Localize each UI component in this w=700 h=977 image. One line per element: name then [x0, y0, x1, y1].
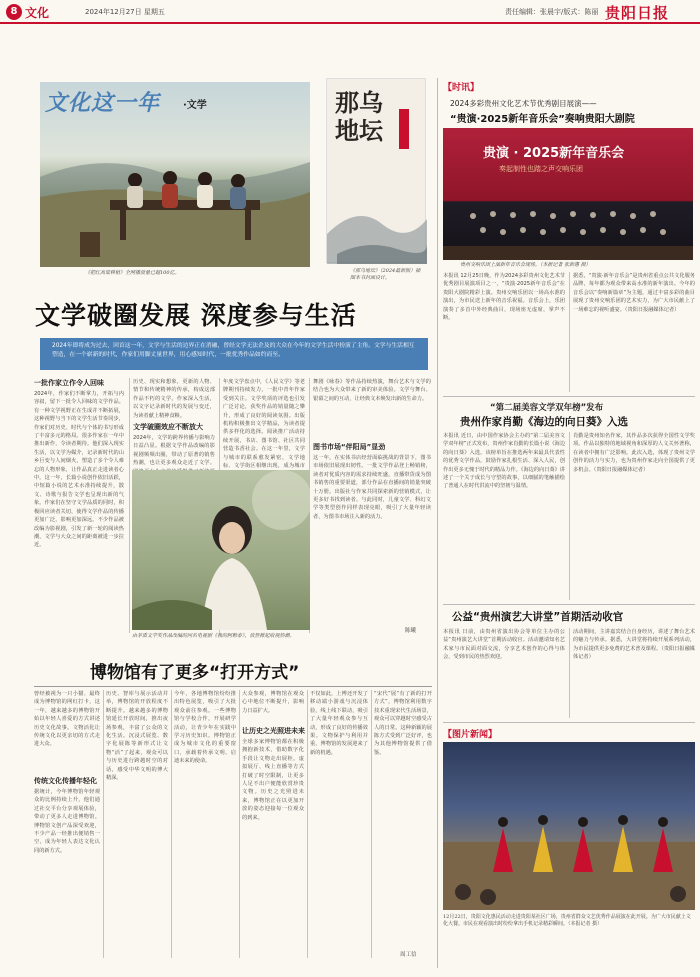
news2-body-2: 肖勤是贵州知名作家，其作品多次获得全国性文学奖项。作品以独特的地域视角和深厚的人文关怀著称，在读者中拥有广泛影响。此次入选，体现了贵州文学创作的活力与实力，也为贵州作家走向全国提供了更多机会。（贵阳日报融媒体记者） [573, 433, 695, 473]
book-title: 那乌地坛 [335, 88, 383, 145]
section-title: 文化 [25, 6, 50, 20]
issue-date: 2024年12月27日 星期五 [85, 8, 165, 16]
concert-photo [443, 128, 693, 260]
museum-headline: 博物馆有了更多“打开方式” [90, 663, 300, 683]
museum-col-3: 今年，各地博物馆纷纷推出特色展览，吸引了大批观众前往参观。一些博物馆与学校合作，开展研学活动，让青少年在实践中学习历史知识。博物馆正成为城市文化的重要窗口，承载着传承文明、启迪未来的使命。 [174, 691, 236, 765]
museum-col-4: 大众参观，博物馆在观众心中地位不断提升，影响力日益扩大。 [242, 691, 304, 714]
drama-photo-caption: 由茅盾文学奖作品改编的同名电视剧《我的阿勒泰》，依然掀起收视热潮。 [132, 633, 295, 639]
news1-body-1: 本报讯 12月25日晚，作为2024多彩贵州文化艺术节优秀剧目展演项目之一，“贵演·2025新年音乐会”在贵阳大剧院精彩上演。贵州交响乐团以一场高水准的演出，为市民送上新年的音乐祝福。音乐会上，乐团演奏了多首中外经典曲目，现场座无虚席，掌声不断。 [443, 273, 565, 322]
news2-body-1: 本报讯 近日，由中国作家协会主办的“第二届美容文学双年榜”正式发布，贵州作家肖勤的长篇小说《海边的向日葵》入选。该榜单旨在推选两年来最具代表性的优秀文学作品，鼓励作家扎根生活、深入人民，创作出更多无愧于时代的精品力作。《海边的向日葵》讲述了一个关于成长与守望的故事，以细腻的笔触描绘了普通人在时代洪流中的坚韧与温情。 [443, 433, 565, 490]
banner-caption-left: 《把红高粱移植》全网播放量已超100亿。 [85, 270, 180, 276]
body-col-2b: 2024年，文学的跨界传播与影响力日益凸显。根据文学作品改编的影视剧频频出圈，带动了原著的销售热潮，也让更多观众走近了文学。 [133, 435, 215, 467]
masthead-logo: 贵阳日报 [605, 4, 670, 22]
orchestra-art [443, 128, 693, 260]
news1-headline: “贵演·2025新年音乐会”奏响贵阳大剧院 [450, 114, 635, 125]
museum-author: 周工信 [400, 952, 417, 958]
photo-news-tag: 【图片新闻】 [443, 730, 498, 740]
banner-caption-right: 《那乌地坛》（2024最新版）插图本书封面设计。 [350, 268, 421, 281]
body-col-4b: 这一年，在实体书店经营面临挑战的背景下，图书市场依旧展现出韧性。一批文学作品登上畅销榜，读者对优质内容的需求持续旺盛。直播带货成为图书销售的重要渠道，部分作品在直播间的销量突破十万册。出版社与作家共同探索新的营销模式，让更多好书找到读者。与此同时，儿童文学、科幻文学等类型创作同样表现亮眼，吸引了大量年轻读者，为图书市场注入新的活力。 [313, 455, 431, 520]
book-seal-icon [399, 109, 409, 149]
page-number: 8 [6, 4, 22, 20]
museum-col-2: 历史、智库与展示活动并举，博物馆的开放程度不断提升。越来越多的博物馆延长开放时间，推出夜场参观，丰富了公众的文化生活。沉浸式展览、数字化展陈等新形式让文物“活”了起来，观众可以与历史进行跨越时空的对话，感受中华文明的博大精深。 [106, 691, 168, 782]
lead-box [40, 338, 428, 370]
news-tag-label: 时讯 [452, 83, 471, 93]
lead-text: 2024年即将成为过去，回首这一年，文学与生活的边界正在消融，曾经文学无法企及的大众在今年的文学生活中扮演了主角。文学与生活相互塑造，在一个崭新的时代，作家们用脚丈量世界，用心感知时代，一批优秀作品如约而至。 [52, 343, 415, 358]
dance-photo-art [443, 742, 695, 910]
museum-subhead-1: 传统文化传播年轻化 [34, 777, 97, 785]
body-col-4: 舞剧《咏春》等作品持续热演，舞台艺术与文学的结合也为大众带来了新的审美体验。文学与舞台、银幕之间的互动，让经典文本焕发出新的生命力。 [313, 379, 431, 402]
main-headline: 文学破圈发展 深度参与生活 [35, 301, 357, 330]
book-cover-art [327, 194, 427, 264]
concert-caption: 贵州交响乐团上演新年音乐会现场。（本报记者 张新惠 摄） [460, 262, 591, 268]
news2-subheadline: 贵州作家肖勤《海边的向日葵》入选 [460, 416, 628, 428]
body-col-2: 历史、现实和想象，更新的人物、情节和传统精神的传承，构成这部作品不朽的文学。作家深入生活，以文字记录新时代的发展与变迁，为读者献上精神食粮。 [133, 379, 215, 419]
museum-col-5: 不仅如此，上博还开发了移动端小游戏与沉浸体验，线上线下联动，吸引了大量年轻观众参与互动，形成了良好的传播效果。文物保护与利用并重，博物馆的发展迎来了新的机遇。 [310, 691, 368, 756]
main-author: 陈曦 [405, 628, 417, 634]
museum-col-1: 曾经被视为一只小猫、最终成为博物馆的网红打卡，这一年，越来越多的博物馆开始以年轻人喜爱的方式讲述历史文化故事。文物活化让传统文化以更亲切的方式走进大众。 [34, 691, 100, 748]
museum-col-1b: 据统计，今年博物馆年轻观众的比例持续上升，他们通过社交平台分享观展体验，带动了更多人走进博物馆。博物馆文创产品深受欢迎，不少产品一经推出便销售一空，成为年轻人表达文化认同的新方式。 [34, 789, 100, 854]
book-cover [326, 78, 426, 263]
news3-body-2: 活动期间，主讲嘉宾结合自身经历，讲述了舞台艺术的魅力与传承。据悉，大讲堂将持续开展系列活动，为市民提供更多免费的艺术普及课程。（贵阳日报融媒体记者） [573, 629, 695, 661]
editors-credit: 责任编辑：张晨宇/版式：陈丽 [505, 8, 599, 16]
poster-subtitle: 奏起制性也踏之声交响乐团 [499, 165, 583, 173]
news1-kicker: 2024多彩贵州文化艺术节优秀剧目展演—— [450, 99, 597, 108]
dance-photo [443, 742, 695, 910]
museum-col-6: “宋代”展“有了新的打开方式”，博物馆利用数字技术重现宋代生活场景，观众可以穿越时空感受古人的日常。这种新颖的展陈方式受到广泛好评，也为其他博物馆提供了借鉴。 [374, 691, 432, 756]
subhead-1: 一批作家立作令人回味 [34, 379, 104, 387]
body-col-3: 年度文学盘点中，《人民文学》等老牌期刊持续发力，一批中青年作家受到关注。文学奖项的评选也引发广泛讨论，获奖作品的销量随之攀升，形成了良好的阅读氛围。出版机构积极推出文学精品，为读者提供多样化的选择。阅读推广活动持续开展，书店、图书馆、社区共同营造书香社会。在这一年里，文学与城市的联系愈发紧密，文学地标、文学街区相继出现，成为城市 [223, 379, 305, 470]
news3-body-1: 本报讯 日前，由贵州省演出协会等单位主办的公益“贵州演艺大讲堂”首期活动收官。活动邀请知名艺术家与市民面对面交流，分享艺术创作的心得与体会，受到市民的热烈欢迎。 [443, 629, 565, 661]
poster-title: 贵演 · 2025新年音乐会 [483, 146, 625, 161]
museum-subhead-2: 让历史之光照进未来 [242, 727, 305, 735]
body-col-1: 2024年，作家们不断掌力，开拓与内容叙，留下一批令人回味的文学作品。有一种文学视野正在生成并不断拓展，这种视野与当下的文学生活节奏同步，作家们对历史、时代与个体的书写形成了丰富多元的格局。很多作家在一年中推出新作，令读者期待。他们深入现实生活，以文学为媒介，记录新时代的山乡巨变与人间烟火，塑造了多个令人难忘的人物形象，让作品真正走进读者心中。这一年，长篇小说创作依旧活跃，中短篇小说的艺术水准持续提升，散文、诗歌与报告文学也呈现出新的气象。作家们在坚守文学品质的同时，积极回应读者关切，使得文学作品的传播更加广泛，影响更加深远。不少作品被改编为影视剧，引发了新一轮的阅读热潮，文学与大众之间的距离被进一步拉近。 [34, 391, 124, 549]
subhead-2: 文学破圈效应不断放大 [133, 423, 203, 431]
subhead-4: 图书市场“伴阳局”显劲 [313, 443, 386, 451]
news-tag-shixun: 【时讯】 [443, 83, 480, 93]
banner-title: 文化这一年 [45, 90, 161, 116]
photo-news-caption: 12月22日，贵阳文化惠民活动走进贵阳某社区广场，贵州省群众文艺优秀作品展演在此开展。为广大市民献上文化大餐。市民在观看演出时纷纷拿出手机记录精彩瞬间。（本报记者 摄） [443, 914, 691, 927]
photo-news-label: 图片新闻 [452, 730, 489, 740]
news2-headline: “第二届美容文学双年榜”发布 [490, 403, 604, 413]
news1-body-2: 据悉，“贵演·新年音乐会”是贵州省重点公共文化服务品牌，每年都为观众带来高水准的新年演出。今年的音乐会以“奏响新篇章”为主题，通过丰富多彩的曲目展现了贵州交响乐团的艺术实力，为广大市民献上了一场难忘的视听盛宴。（贵阳日报融媒体记者） [573, 273, 695, 313]
museum-col-4b: 全球多家博物馆都在积极拥抱新技术，借助数字化手段让文物走出展柜。虚拟展厅、线上直播等方式打破了时空限制，让更多人足不出户便能欣赏珍贵文物。历史之光照进未来，博物馆正在以更加开放的姿态迎接每一位观众的到来。 [242, 739, 304, 821]
news3-headline: 公益“贵州演艺大讲堂”首期活动收官 [452, 611, 624, 623]
museum-rule [34, 686, 432, 687]
drama-photo [132, 470, 310, 630]
drama-photo-art [132, 470, 310, 630]
banner-subtitle: ·文学 [183, 100, 207, 111]
